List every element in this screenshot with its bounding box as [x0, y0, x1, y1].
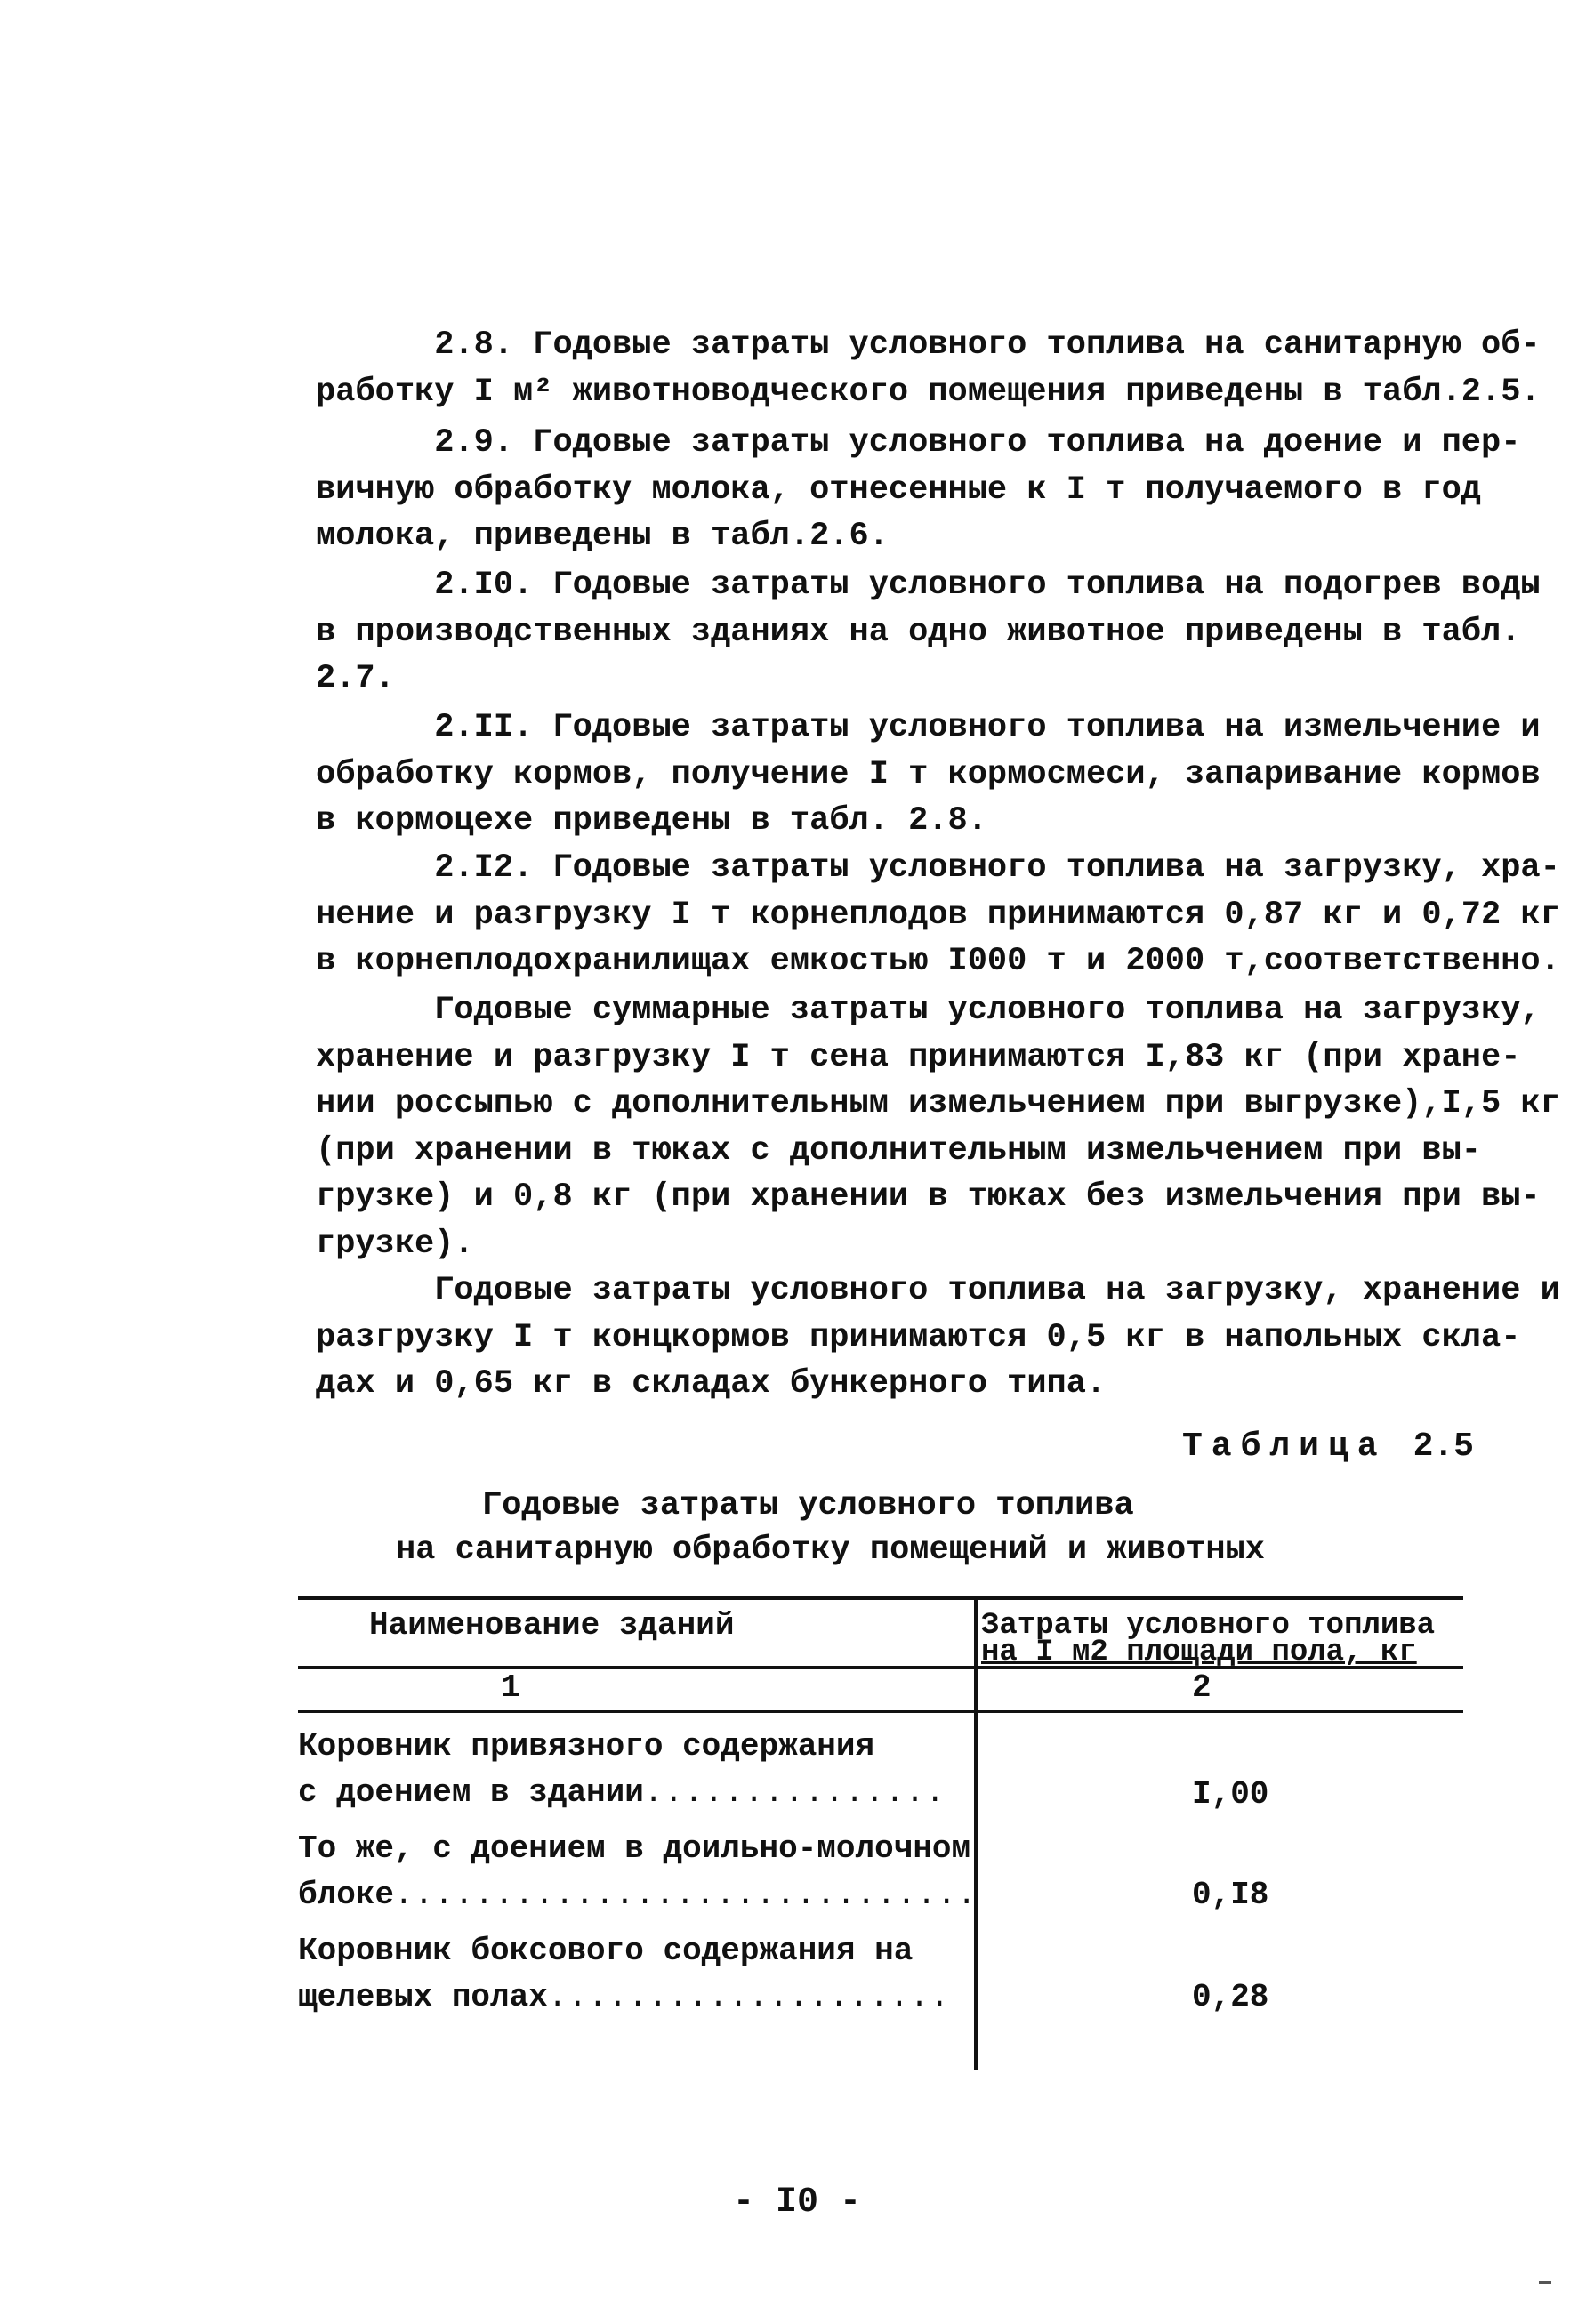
paragraph-2-8 — [316, 322, 1541, 415]
table-row-1-name-line-1: Коровник привязного содержания — [298, 1728, 875, 1765]
text-line: нение и разгрузку I т корнеплодов принимаются 0,87 кг и 0,72 кг — [316, 896, 1560, 934]
paragraph-hay — [316, 987, 1560, 1267]
text-line: 2.I0. Годовые затраты условного топлива на подогрев воды — [316, 567, 1541, 604]
text-line: хранение и разгрузку I т сена принимаются I,83 кг (при хране- — [316, 1038, 1521, 1076]
table-row-2-name-line-2 — [298, 1877, 978, 1913]
table-colnum-rule — [298, 1710, 1463, 1713]
dot-leader: ............................. — [394, 1877, 978, 1913]
text-line: вичную обработку молока, отнесенные к I т получаемого в год — [316, 470, 1482, 509]
table-title-line-1: Годовые затраты условного топлива — [482, 1487, 1134, 1524]
text-line: 2.II. Годовые затраты условного топлива на измельчение и — [316, 709, 1541, 746]
table-caption — [1182, 1427, 1474, 1466]
text-line: 2.9. Годовые затраты условного топлива на доение и пер- — [316, 424, 1521, 462]
table-row-2-name-line-1: То же, с доением в доильно-молочном — [298, 1830, 971, 1867]
table-row-3-name: щелевых полах — [298, 1979, 548, 2015]
dot-leader: ............... — [643, 1774, 946, 1811]
paragraph-2-9 — [316, 420, 1521, 560]
table-row-3-name-line-1: Коровник боксового содержания на — [298, 1933, 914, 1969]
table-title-line-2: на санитарную обработку помещений и животных — [396, 1532, 1265, 1569]
table-row-1-name-line-2 — [298, 1774, 946, 1811]
text-line: грузке). — [316, 1225, 474, 1263]
text-line: в корнеплодохранилищах емкостью I000 т и 2000 т,соответственно. — [316, 943, 1560, 980]
table-header-cost-line-2: на I м2 площади пола, кг — [981, 1636, 1417, 1669]
table-caption-word: Таблица — [1181, 1427, 1387, 1466]
table-row-2-name: блоке — [298, 1877, 395, 1913]
dot-leader: .................... — [547, 1979, 950, 2015]
text-line: грузке) и 0,8 кг (при хранении в тюках без измельчения при вы- — [316, 1178, 1541, 1216]
table-column-divider — [974, 1598, 978, 2070]
table-caption-number: 2.5 — [1413, 1427, 1474, 1466]
text-line: нии россыпью с дополнительным измельчением при выгрузке),I,5 кг — [316, 1085, 1560, 1122]
table-row-3-name-line-2 — [298, 1979, 950, 2015]
text-line: в кормоцехе приведены в табл. 2.8. — [316, 802, 987, 840]
table-header-cost-line-1: Затраты условного топлива — [981, 1609, 1436, 1643]
table-column-number-1: 1 — [501, 1669, 520, 1706]
scan-speck — [1539, 2281, 1551, 2284]
text-line: дах и 0,65 кг в складах бункерного типа. — [316, 1365, 1107, 1403]
table-column-number-2: 2 — [1192, 1669, 1212, 1706]
table-row-1-name: с доением в здании — [298, 1774, 644, 1811]
paragraph-2-12 — [316, 845, 1560, 985]
table-top-rule — [298, 1596, 1463, 1600]
text-line: Годовые суммарные затраты условного топлива на загрузку, — [316, 992, 1541, 1029]
text-line: (при хранении в тюках с дополнительным измельчением при вы- — [316, 1131, 1482, 1170]
text-line: 2.I2. Годовые затраты условного топлива на загрузку, хра- — [316, 849, 1560, 887]
text-line: Годовые затраты условного топлива на загрузку, хранение и — [316, 1272, 1560, 1309]
text-line: молока, приведены в табл.2.6. — [316, 518, 889, 555]
text-line: 2.7. — [316, 660, 395, 697]
page-number: - I0 - — [732, 2183, 862, 2223]
text-line: работку I м² животноводческого помещения приведены в табл.2.5. — [316, 373, 1541, 411]
table-row-2-value: 0,I8 — [1192, 1877, 1269, 1913]
text-line: в производственных зданиях на одно животное приведены в табл. — [316, 613, 1521, 651]
text-line: разгрузку I т концкормов принимаются 0,5 кг в напольных скла- — [316, 1318, 1521, 1356]
paragraph-2-10 — [316, 562, 1541, 703]
table-header-name: Наименование зданий — [369, 1607, 735, 1644]
paragraph-concentrates — [316, 1267, 1560, 1408]
paragraph-2-11 — [316, 704, 1541, 845]
table-row-1-value: I,00 — [1192, 1776, 1269, 1813]
text-line: обработку кормов, получение I т кормосмеси, запаривание кормов — [316, 755, 1541, 793]
text-line: 2.8. Годовые затраты условного топлива на санитарную об- — [316, 326, 1541, 364]
table-row-3-value: 0,28 — [1192, 1979, 1269, 2015]
